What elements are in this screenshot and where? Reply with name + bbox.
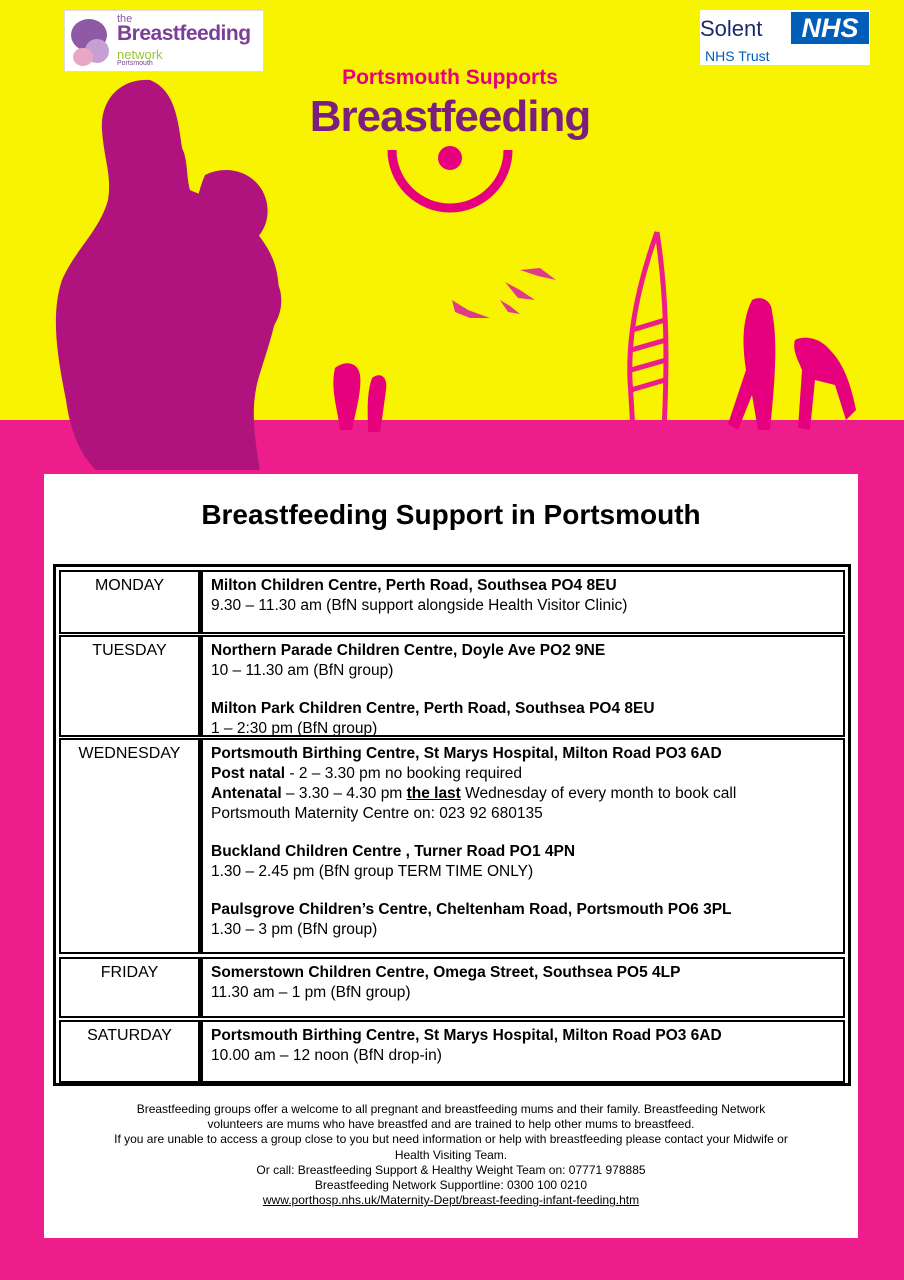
birds-icon bbox=[452, 268, 556, 318]
family-silhouettes bbox=[333, 298, 856, 432]
row-details bbox=[211, 576, 837, 616]
hero-title: Breastfeeding bbox=[309, 92, 591, 141]
session-time: 1.30 – 2.45 pm (BfN group TERM TIME ONLY) bbox=[211, 863, 534, 880]
footer-info bbox=[58, 1102, 844, 1208]
day-label: MONDAY bbox=[61, 572, 203, 632]
schedule-row-monday bbox=[59, 570, 845, 634]
row-details bbox=[211, 641, 837, 739]
nhs-logo-badge: NHS bbox=[791, 12, 869, 44]
venue-name: Portsmouth Birthing Centre, St Marys Hospital, Milton Road PO3 6AD bbox=[211, 745, 722, 762]
antenatal-rest: Wednesday of every month to book call bbox=[460, 785, 737, 802]
schedule-row-tuesday bbox=[59, 635, 845, 737]
card-title: Breastfeeding Support in Portsmouth bbox=[201, 499, 701, 530]
spinnaker-tower-icon bbox=[630, 232, 666, 430]
info-card bbox=[44, 474, 858, 1238]
day-label: FRIDAY bbox=[61, 959, 203, 1016]
venue-name: Milton Children Centre, Perth Road, Southsea PO4 8EU bbox=[211, 577, 617, 594]
bfn-logo-town: Portsmouth bbox=[117, 60, 153, 67]
bfn-logo-icon bbox=[67, 13, 115, 69]
footer-line: Breastfeeding groups offer a welcome to all pregnant and breastfeeding mums and their family. Breastfeeding Network bbox=[136, 1102, 766, 1116]
footer-line: Breastfeeding Network Supportline: 0300 100 0210 bbox=[314, 1178, 588, 1193]
schedule-row-saturday bbox=[59, 1020, 845, 1083]
bfn-logo-network: network bbox=[117, 47, 163, 62]
antenatal-text: – 3.30 – 4.30 pm bbox=[281, 785, 407, 802]
antenatal-label: Antenatal bbox=[211, 785, 282, 802]
mother-baby-silhouette bbox=[56, 80, 281, 470]
logo-emblem-icon bbox=[392, 146, 508, 208]
venue-name: Buckland Children Centre , Turner Road PO1 4PN bbox=[211, 843, 576, 860]
row-details bbox=[211, 1026, 837, 1066]
website-link[interactable]: www.porthosp.nhs.uk/Maternity-Dept/breast-feeding-infant-feeding.htm bbox=[262, 1193, 640, 1208]
session-time: 11.30 am – 1 pm (BfN group) bbox=[211, 984, 411, 1001]
schedule-table bbox=[53, 564, 851, 1086]
postnatal-line bbox=[211, 764, 837, 784]
session-time: 1.30 – 3 pm (BfN group) bbox=[211, 921, 378, 938]
footer-line: If you are unable to access a group close to you but need information or help with breastfeeding please contact your Midwife or bbox=[114, 1132, 788, 1147]
schedule-row-friday bbox=[59, 957, 845, 1018]
nhs-logo-org: Solent bbox=[700, 16, 763, 41]
session-time: 10.00 am – 12 noon (BfN drop-in) bbox=[211, 1047, 442, 1064]
postnatal-text: - 2 – 3.30 pm no booking required bbox=[285, 765, 523, 782]
day-label: SATURDAY bbox=[61, 1022, 203, 1081]
venue-name: Northern Parade Children Centre, Doyle Ave PO2 9NE bbox=[211, 642, 606, 659]
hero-subtitle: Portsmouth Supports bbox=[342, 66, 558, 89]
postnatal-label: Post natal bbox=[211, 765, 286, 782]
day-label: WEDNESDAY bbox=[61, 740, 203, 952]
schedule-row-wednesday bbox=[59, 738, 845, 954]
session-time: 9.30 – 11.30 am (BfN support alongside Health Visitor Clinic) bbox=[211, 597, 628, 614]
venue-name: Milton Park Children Centre, Perth Road, Southsea PO4 8EU bbox=[211, 700, 655, 717]
footer-line: volunteers are mums who have breastfed and are trained to help other mums to breastfeed. bbox=[207, 1117, 695, 1132]
breastfeeding-network-logo bbox=[64, 10, 264, 72]
antenatal-line bbox=[211, 784, 837, 804]
row-details bbox=[211, 744, 837, 940]
venue-name: Somerstown Children Centre, Omega Street, Southsea PO5 4LP bbox=[211, 964, 681, 981]
row-details bbox=[211, 963, 837, 1003]
antenatal-emphasis: the last bbox=[406, 785, 461, 802]
footer-line: Or call: Breastfeeding Support & Healthy Weight Team on: 07771 978885 bbox=[256, 1162, 646, 1177]
bfn-logo-brand: Breastfeeding bbox=[117, 22, 251, 45]
nhs-logo-trust: NHS Trust bbox=[705, 48, 770, 64]
venue-name: Portsmouth Birthing Centre, St Marys Hospital, Milton Road PO3 6AD bbox=[211, 1027, 722, 1044]
session-time: 1 – 2:30 pm (BfN group) bbox=[211, 720, 378, 737]
bfn-logo-the: the bbox=[117, 13, 133, 25]
maternity-phone: Portsmouth Maternity Centre on: 023 92 680135 bbox=[211, 805, 543, 822]
footer-line: Health Visiting Team. bbox=[394, 1147, 508, 1162]
day-label: TUESDAY bbox=[61, 637, 203, 735]
solent-nhs-logo bbox=[700, 10, 870, 65]
venue-name: Paulsgrove Children’s Centre, Cheltenham Road, Portsmouth PO6 3PL bbox=[211, 901, 732, 918]
session-time: 10 – 11.30 am (BfN group) bbox=[211, 662, 394, 679]
